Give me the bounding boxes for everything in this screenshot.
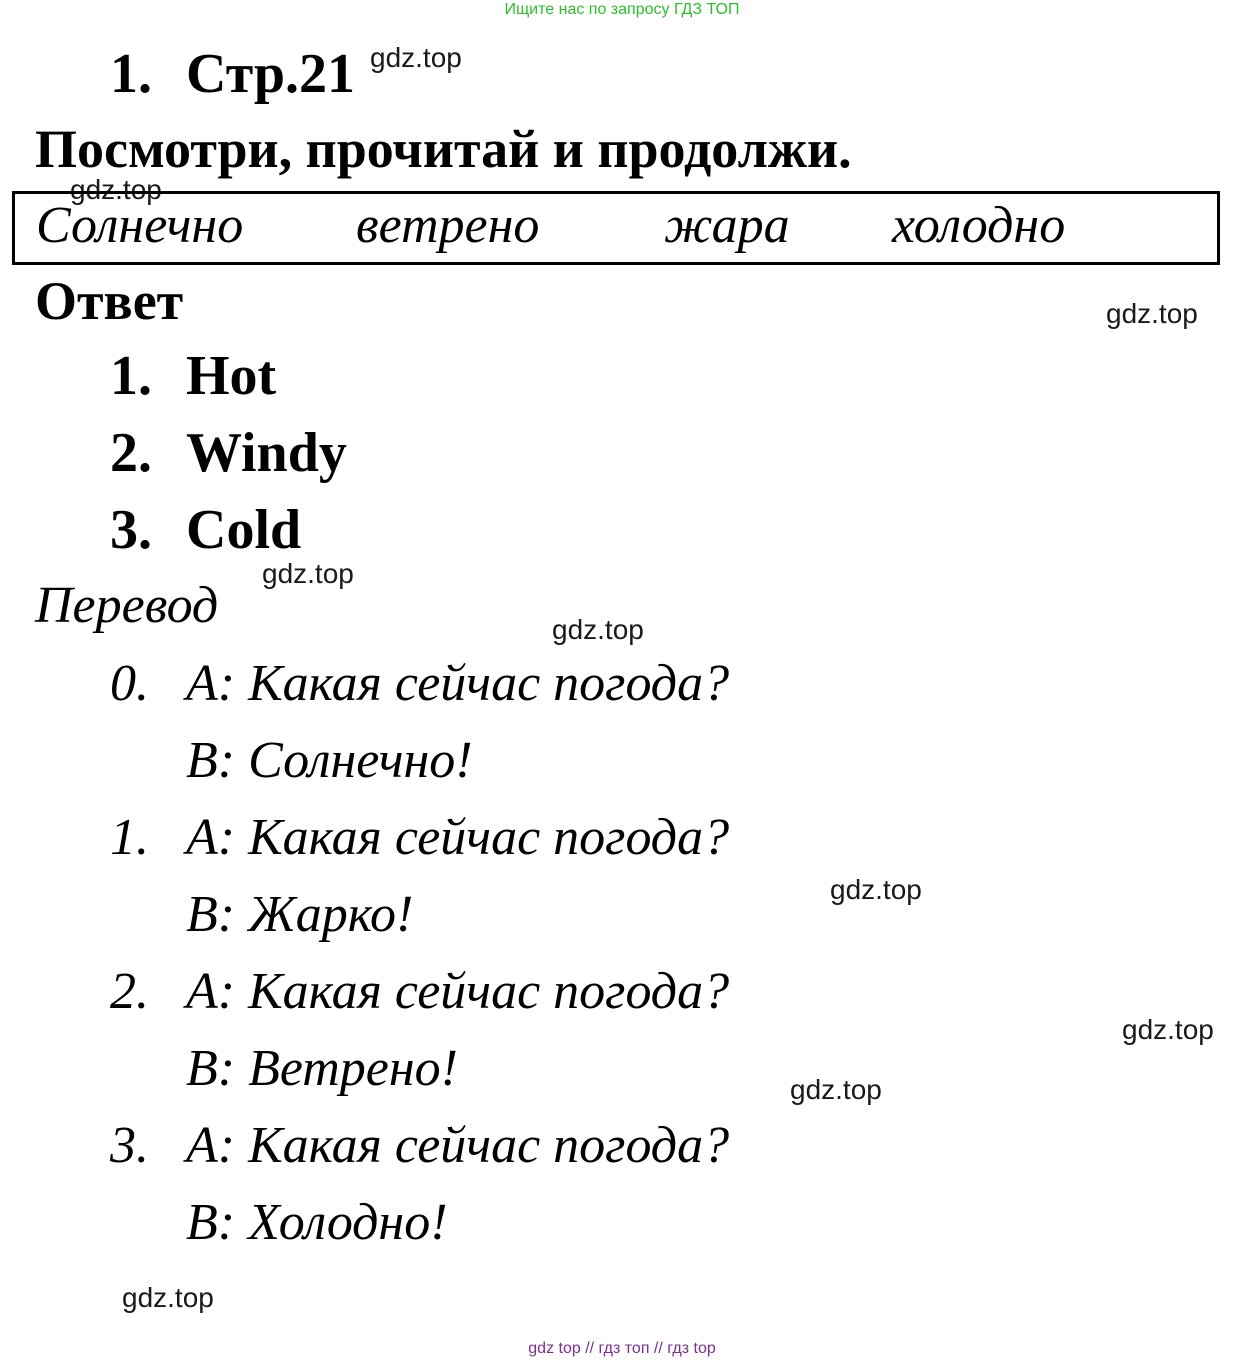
answer-word: Windy — [186, 422, 347, 484]
watermark: gdz.top — [122, 1282, 214, 1313]
word-box-item-sunny: Солнечно — [36, 197, 244, 254]
watermark: gdz.top — [1122, 1014, 1214, 1045]
watermark: gdz.top — [790, 1074, 882, 1105]
task-title: Посмотри, прочитай и продолжи. — [35, 119, 852, 179]
top-banner[interactable]: Ищите нас по запросу ГДЗ ТОП — [504, 1, 740, 18]
watermark: gdz.top — [1106, 298, 1198, 329]
watermark: gdz.top — [70, 174, 162, 205]
dialog-answer: B: Солнечно! — [186, 732, 473, 789]
dialog-number: 3. — [110, 1117, 149, 1174]
watermark: gdz.top — [370, 42, 462, 73]
watermark: gdz.top — [262, 558, 354, 589]
footer-links[interactable]: gdz top // гдз топ // гдз top — [528, 1340, 716, 1357]
dialog-answer: B: Холодно! — [186, 1194, 448, 1251]
section-number: 1. — [110, 43, 152, 105]
dialog-question: A: Какая сейчас погода? — [186, 963, 730, 1020]
word-box-item-cold: холодно — [892, 197, 1066, 254]
answer-word: Cold — [186, 499, 302, 561]
answer-label: Ответ — [35, 271, 184, 331]
watermark: gdz.top — [552, 614, 644, 645]
word-box-item-hot: жара — [664, 197, 790, 254]
answer-number: 2. — [110, 422, 152, 484]
dialog-answer: B: Жарко! — [186, 886, 414, 943]
dialog-number: 1. — [110, 809, 149, 866]
translation-label: Перевод — [35, 577, 219, 634]
answer-number: 1. — [110, 345, 152, 407]
page-reference: Стр.21 — [186, 43, 356, 105]
word-box-item-windy: ветрено — [356, 197, 540, 254]
dialog-question: A: Какая сейчас погода? — [186, 655, 730, 712]
dialog-answer: B: Ветрено! — [186, 1040, 458, 1097]
dialog-question: A: Какая сейчас погода? — [186, 809, 730, 866]
dialog-number: 2. — [110, 963, 149, 1020]
dialog-question: A: Какая сейчас погода? — [186, 1117, 730, 1174]
watermark: gdz.top — [830, 874, 922, 905]
dialog-number: 0. — [110, 655, 149, 712]
answer-number: 3. — [110, 499, 152, 561]
answer-word: Hot — [186, 345, 277, 407]
